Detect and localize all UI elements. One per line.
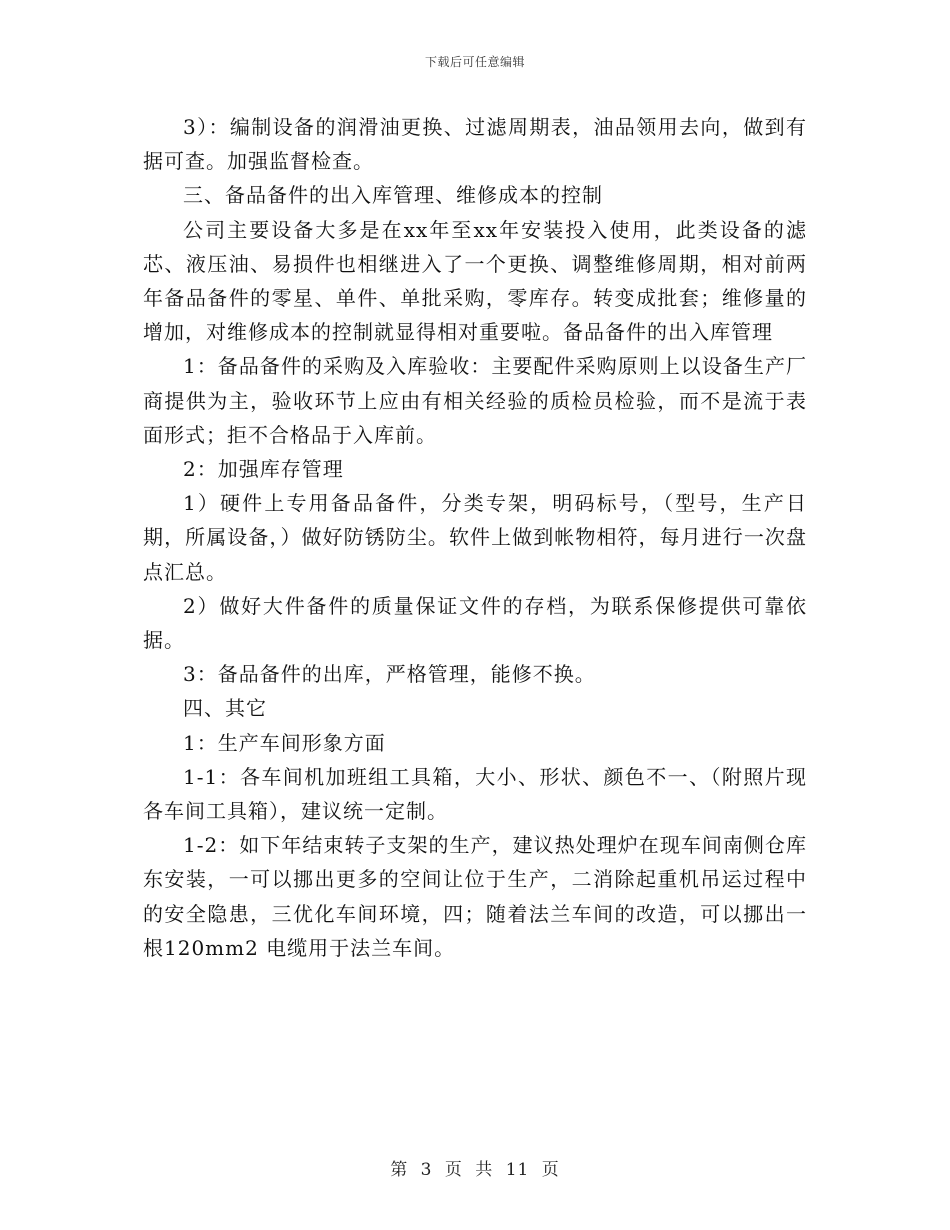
paragraph-lubrication-schedule: 3）：编制设备的润滑油更换、过滤周期表，油品领用去向，做到有据可查。加强监督检查。 [143, 115, 807, 174]
paragraph-inventory-heading: 2：加强库存管理 [183, 457, 344, 482]
section-heading-other: 四、其它 [183, 696, 267, 721]
paragraph-document-archiving: 2）做好大件备件的质量保证文件的存档，为联系保修提供可靠依据。 [143, 593, 807, 653]
page-number-footer: 第 3 页 共 11 页 [390, 1160, 560, 1180]
paragraph-toolbox-standardization: 1-1：各车间机加班组工具箱，大小、形状、颜色不一、（附照片现各车间工具箱），建议统一定制。 [143, 764, 807, 824]
section-heading-spare-parts: 三、备品备件的出入库管理、维修成本的控制 [183, 183, 603, 208]
page-header-note: 下载后可任意编辑 [424, 55, 525, 69]
paragraph-outbound-management: 3：备品备件的出库，严格管理，能修不换。 [183, 662, 596, 687]
document-body [143, 110, 807, 965]
paragraph-procurement-inspection: 1：备品备件的采购及入库验收：主要配件采购原则上以设备生产厂商提供为主，验收环节上应由有相关经验的质检员检验，而不是流于表面形式；拒不合格品于入库前。 [143, 354, 807, 447]
paragraph-furnace-relocation: 1-2：如下年结束转子支架的生产，建议热处理炉在现车间南侧仓库东安装，一可以挪出更多的空间让位于生产，二消除起重机吊运过程中的安全隐患，三优化车间环境，四；随着法兰车间的改造，可以挪出一根120mm2 电缆用于法兰车间。 [143, 833, 807, 960]
paragraph-hardware-storage: 1）硬件上专用备品备件，分类专架，明码标号，（型号，生产日期，所属设备，）做好防锈防尘。软件上做到帐物相符，每月进行一次盘点汇总。 [143, 491, 807, 584]
paragraph-equipment-background: 公司主要设备大多是在xx年至xx年安装投入使用，此类设备的滤芯、液压油、易损件也相继进入了一个更换、调整维修周期，相对前两年备品备件的零星、单件、单批采购，零库存。转变成批套；维修量的增加，对维修成本的控制就显得相对重要啦。备品备件的出入库管理 [143, 217, 807, 345]
paragraph-workshop-image: 1：生产车间形象方面 [183, 730, 386, 755]
